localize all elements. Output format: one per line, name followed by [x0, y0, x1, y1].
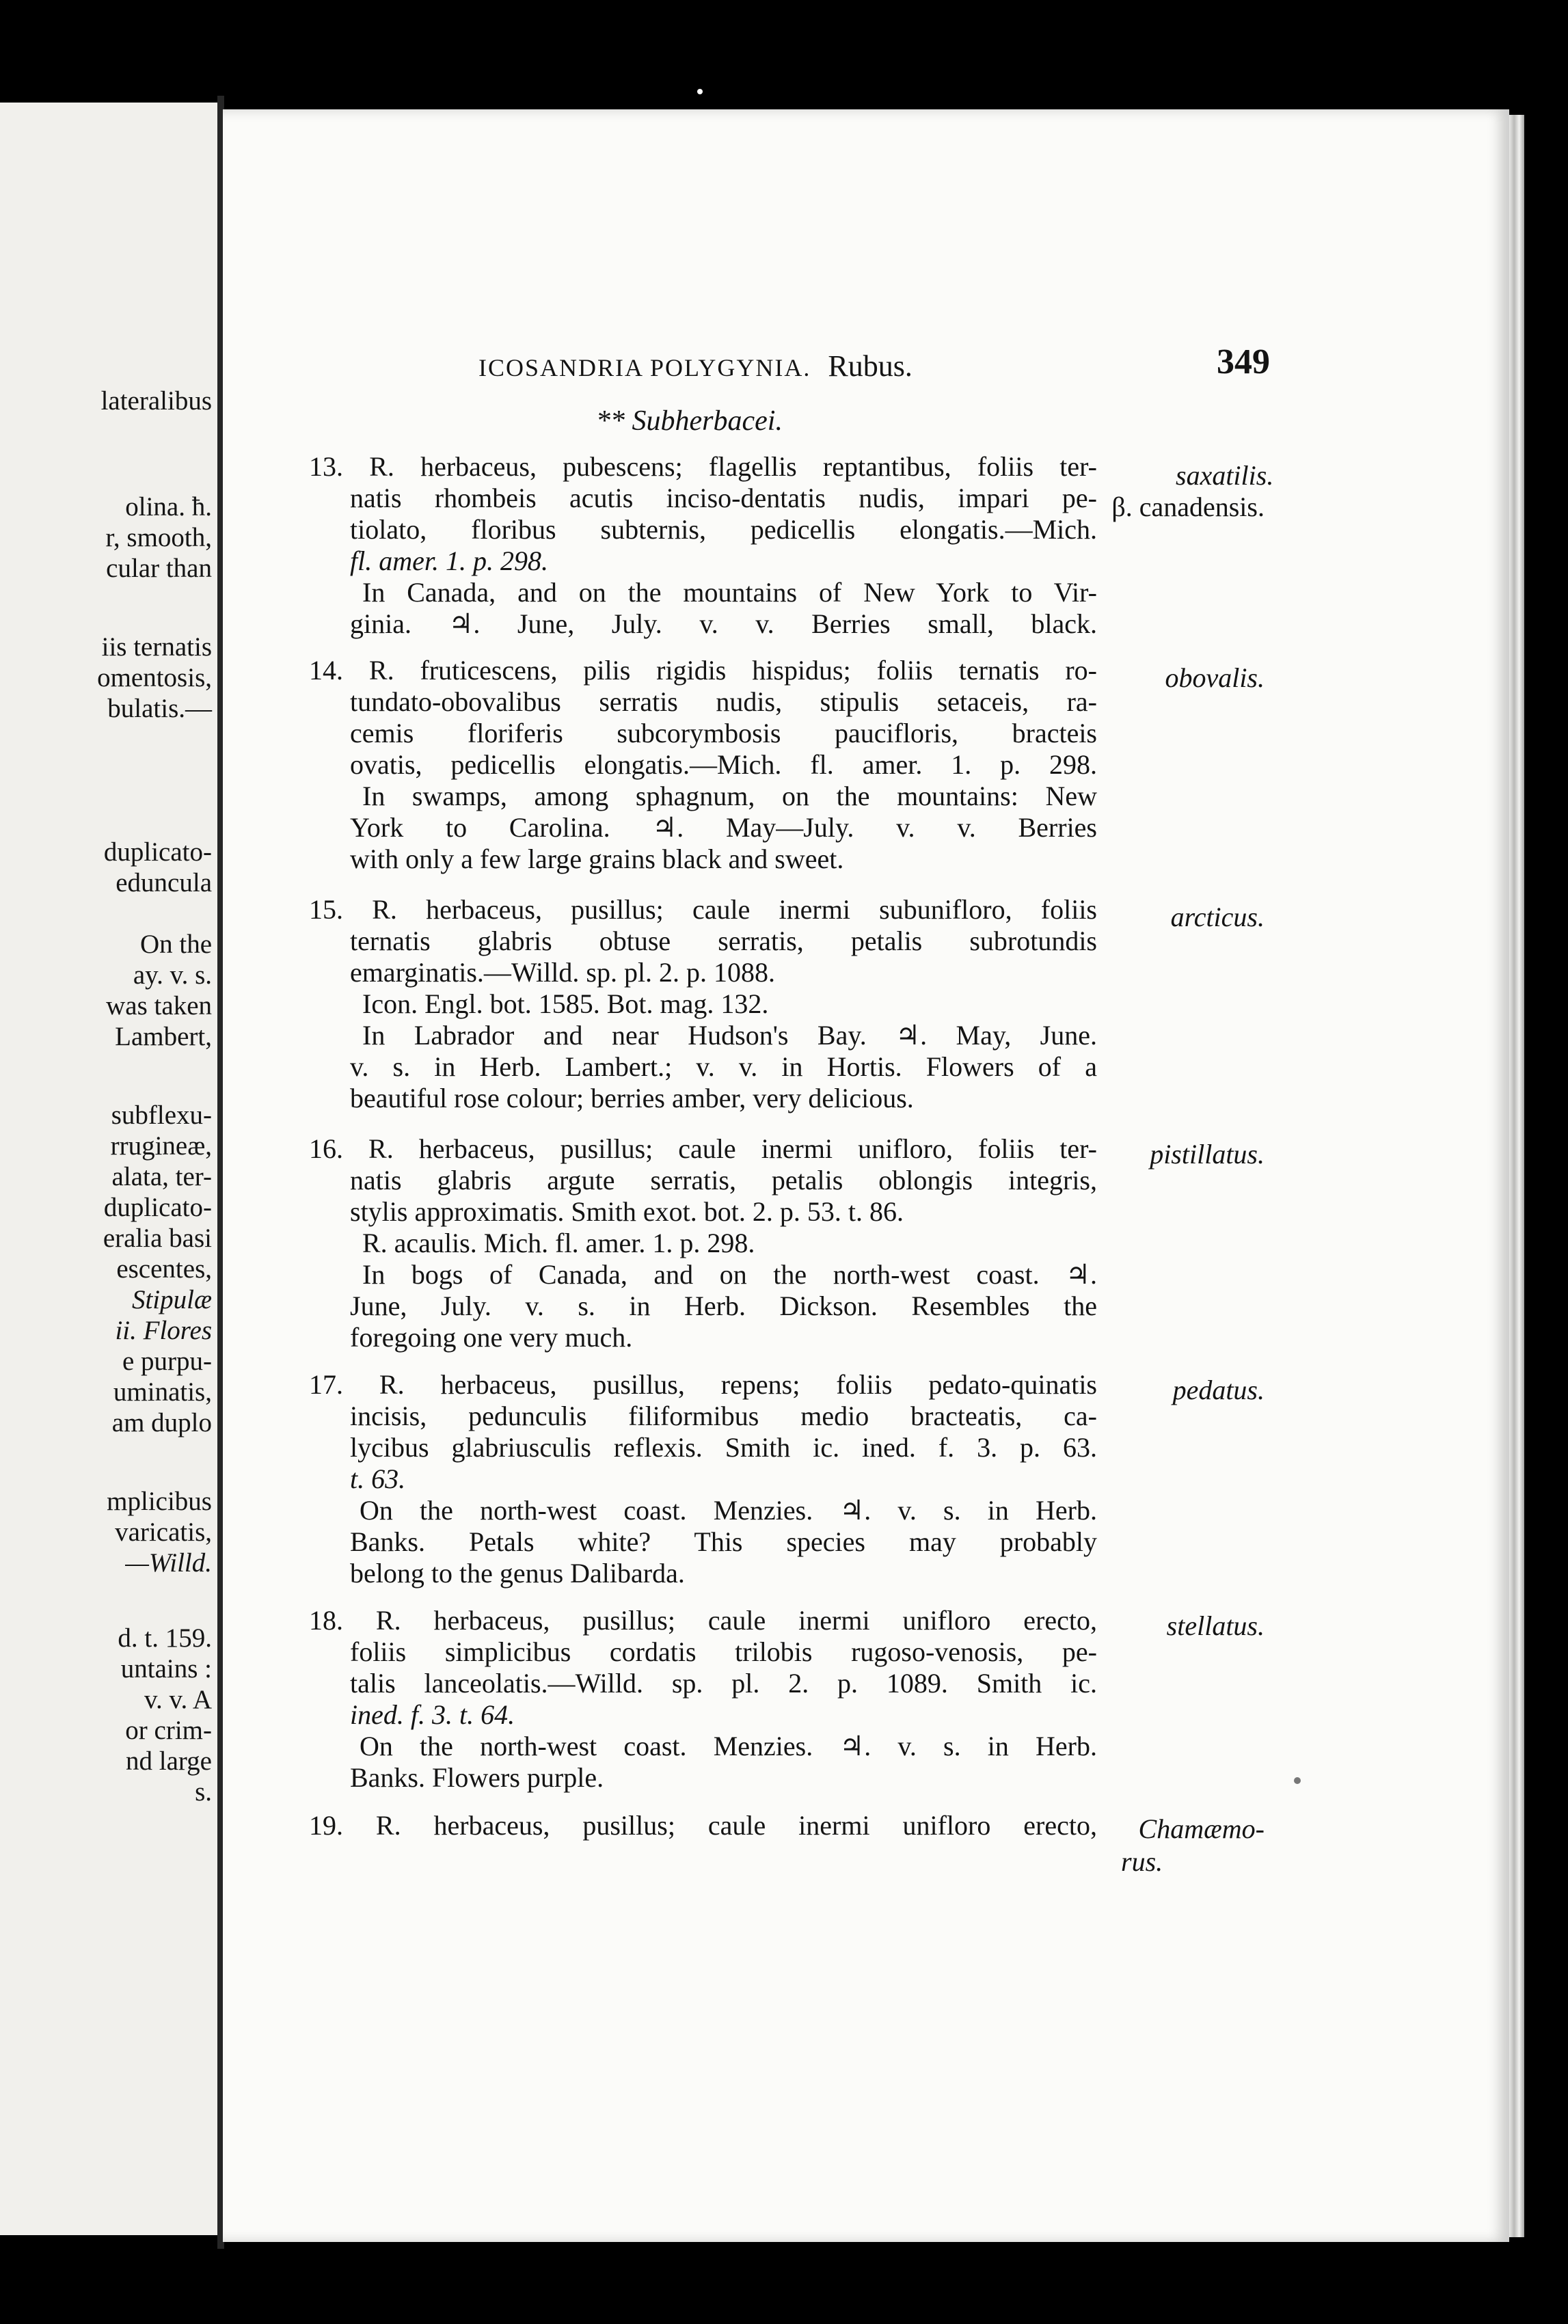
epithet-chamaemorus-end: rus. [1121, 1846, 1163, 1877]
entry-18 [309, 1605, 1097, 1794]
entry-line: ginia. ♃. June, July. v. v. Berries small, black. [350, 608, 1097, 639]
entry-15 [309, 894, 1097, 1114]
page-edge [1509, 115, 1524, 2237]
entry-line: ovatis, pedicellis elongatis.—Mich. fl. amer. 1. p. 298. [350, 749, 1097, 780]
entry-line: emarginatis.—Willd. sp. pl. 2. p. 1088. [350, 957, 776, 988]
entry-line: In swamps, among sphagnum, on the mountains: New [362, 781, 1097, 811]
entry-line: 14. R. fruticescens, pilis rigidis hispidus; foliis ternatis ro- [309, 655, 1097, 686]
left-margin-line: or crim- [125, 1716, 212, 1745]
entry-line: 13. R. herbaceus, pubescens; flagellis reptantibus, foliis ter- [309, 451, 1097, 482]
epithet-obovalis: obovalis. [1165, 662, 1265, 693]
left-margin-line: s. [195, 1777, 212, 1807]
left-margin-line: duplicato- [103, 1193, 212, 1222]
entry-17 [309, 1369, 1097, 1589]
entry-line: In bogs of Canada, and on the north-west coast. ♃. [362, 1259, 1097, 1290]
entry-line: talis lanceolatis.—Willd. sp. pl. 2. p. 1089. Smith ic. [350, 1668, 1097, 1699]
entry-19 [309, 1810, 1097, 1841]
entry-line: cemis floriferis subcorymbosis paucifloris, bracteis [350, 718, 1097, 748]
entry-line: 17. R. herbaceus, pusillus, repens; foliis pedato-quinatis [309, 1369, 1097, 1400]
left-margin-line: ii. Flores [115, 1316, 212, 1345]
entry-line: natis glabris argute serratis, petalis oblongis integris, [350, 1165, 1097, 1195]
left-page-fragment [0, 103, 217, 2235]
left-margin-line: untains : [120, 1654, 212, 1684]
left-margin-line: subflexu- [111, 1100, 212, 1130]
entry-line: Banks. Petals white? This species may probably [350, 1526, 1097, 1557]
entry-line: 16. R. herbaceus, pusillus; caule inermi unifloro, foliis ter- [309, 1133, 1097, 1164]
running-head [478, 349, 913, 383]
left-margin-line: —Willd. [125, 1548, 212, 1578]
left-margin-line: eduncula [116, 868, 212, 897]
entry-line: t. 63. [350, 1463, 406, 1494]
entry-line: ined. f. 3. t. 64. [350, 1699, 515, 1730]
entry-line: In Labrador and near Hudson's Bay. ♃. May, June. [362, 1020, 1097, 1051]
running-head-genus: Rubus. [828, 349, 913, 383]
left-margin-line: v. v. A [144, 1685, 212, 1714]
epithet-canadensis: β. canadensis. [1111, 491, 1265, 522]
left-margin-line: escentes, [116, 1254, 212, 1284]
entry-line: lycibus glabriusculis reflexis. Smith ic. ined. f. 3. p. 63. [350, 1432, 1097, 1463]
entry-16 [309, 1133, 1097, 1353]
left-margin-line: e purpu- [122, 1347, 212, 1376]
entry-line: Banks. Flowers purple. [350, 1762, 604, 1793]
entry-line: beautiful rose colour; berries amber, very delicious. [350, 1083, 914, 1113]
entry-line: fl. amer. 1. p. 298. [350, 545, 548, 576]
epithet-saxatilis: saxatilis. [1176, 460, 1274, 491]
left-margin-line: varicatis, [115, 1517, 212, 1547]
page-number: 349 [1217, 342, 1270, 381]
entry-line: 19. R. herbaceus, pusillus; caule inermi unifloro erecto, [309, 1810, 1097, 1841]
epithet-chamaemorus: Chamæmo- [1138, 1813, 1265, 1844]
left-margin-line: omentosis, [97, 663, 212, 692]
left-margin-line: was taken [106, 991, 212, 1021]
entry-line: incisis, pedunculis filiformibus medio bracteatis, ca- [350, 1401, 1097, 1431]
left-margin-line: Stipulæ [131, 1285, 212, 1314]
epithet-pedatus: pedatus. [1172, 1375, 1265, 1405]
left-margin-line: eralia basi [103, 1224, 212, 1253]
entry-14 [309, 655, 1097, 875]
left-margin-line: cular than [106, 554, 212, 583]
left-margin-line: d. t. 159. [118, 1623, 212, 1653]
entry-line: 15. R. herbaceus, pusillus; caule inermi subunifloro, foliis [309, 894, 1097, 925]
entry-line: v. s. in Herb. Lambert.; v. v. in Hortis. Flowers of a [350, 1051, 1097, 1082]
entry-line: with only a few large grains black and sweet. [350, 843, 844, 874]
entry-line: tundato-obovalibus serratis nudis, stipulis setaceis, ra- [350, 686, 1097, 717]
entry-line: June, July. v. s. in Herb. Dickson. Resembles the [350, 1291, 1097, 1321]
left-margin-line: am duplo [111, 1408, 212, 1437]
left-margin-line: ay. v. s. [133, 960, 212, 990]
entry-line: belong to the genus Dalibarda. [350, 1558, 685, 1589]
left-margin-line: mplicibus [107, 1487, 212, 1516]
entry-line: In Canada, and on the mountains of New York to Vir- [362, 577, 1097, 608]
left-margin-line: Lambert, [115, 1022, 212, 1051]
entry-line: York to Carolina. ♃. May—July. v. v. Berries [350, 812, 1097, 843]
ink-spot [1294, 1777, 1301, 1784]
entry-line: 18. R. herbaceus, pusillus; caule inermi unifloro erecto, [309, 1605, 1097, 1636]
left-margin-line: r, smooth, [105, 523, 212, 552]
running-head-title: ICOSANDRIA POLYGYNIA. [478, 354, 811, 381]
entry-line: tiolato, floribus subternis, pedicellis elongatis.—Mich. [350, 514, 1097, 545]
entry-line: On the north-west coast. Menzies. ♃. v. s. in Herb. [360, 1495, 1097, 1526]
epithet-arcticus: arcticus. [1170, 902, 1265, 932]
entry-line: R. acaulis. Mich. fl. amer. 1. p. 298. [362, 1228, 755, 1258]
left-margin-line: uminatis, [113, 1377, 212, 1407]
section-title: ** Subherbacei. [596, 405, 783, 437]
entry-line: foliis simplicibus cordatis trilobis rugoso-venosis, pe- [350, 1636, 1097, 1667]
left-margin-line: On the [139, 930, 212, 959]
left-margin-line: duplicato- [103, 837, 212, 867]
left-margin-line: bulatis.— [107, 694, 212, 723]
left-margin-line: alata, ter- [111, 1162, 212, 1191]
left-margin-line: rrugineæ, [110, 1131, 212, 1161]
left-margin-line: iis ternatis [101, 632, 212, 662]
entry-line: Icon. Engl. bot. 1585. Bot. mag. 132. [362, 988, 769, 1019]
paper-speck [697, 89, 703, 94]
epithet-stellatus: stellatus. [1166, 1610, 1265, 1641]
entry-13 [309, 451, 1097, 640]
epithet-pistillatus: pistillatus. [1150, 1139, 1265, 1170]
left-margin-line: lateralibus [100, 386, 212, 416]
left-margin-line: olina. ħ. [125, 492, 212, 522]
entry-line: ternatis glabris obtuse serratis, petalis subrotundis [350, 925, 1097, 956]
entry-line: natis rhombeis acutis inciso-dentatis nudis, impari pe- [350, 483, 1097, 513]
entry-line: stylis approximatis. Smith exot. bot. 2. p. 53. t. 86. [350, 1196, 904, 1227]
entry-line: On the north-west coast. Menzies. ♃. v. s. in Herb. [360, 1731, 1097, 1761]
entry-line: foregoing one very much. [350, 1322, 633, 1353]
left-margin-line: nd large [126, 1746, 212, 1776]
